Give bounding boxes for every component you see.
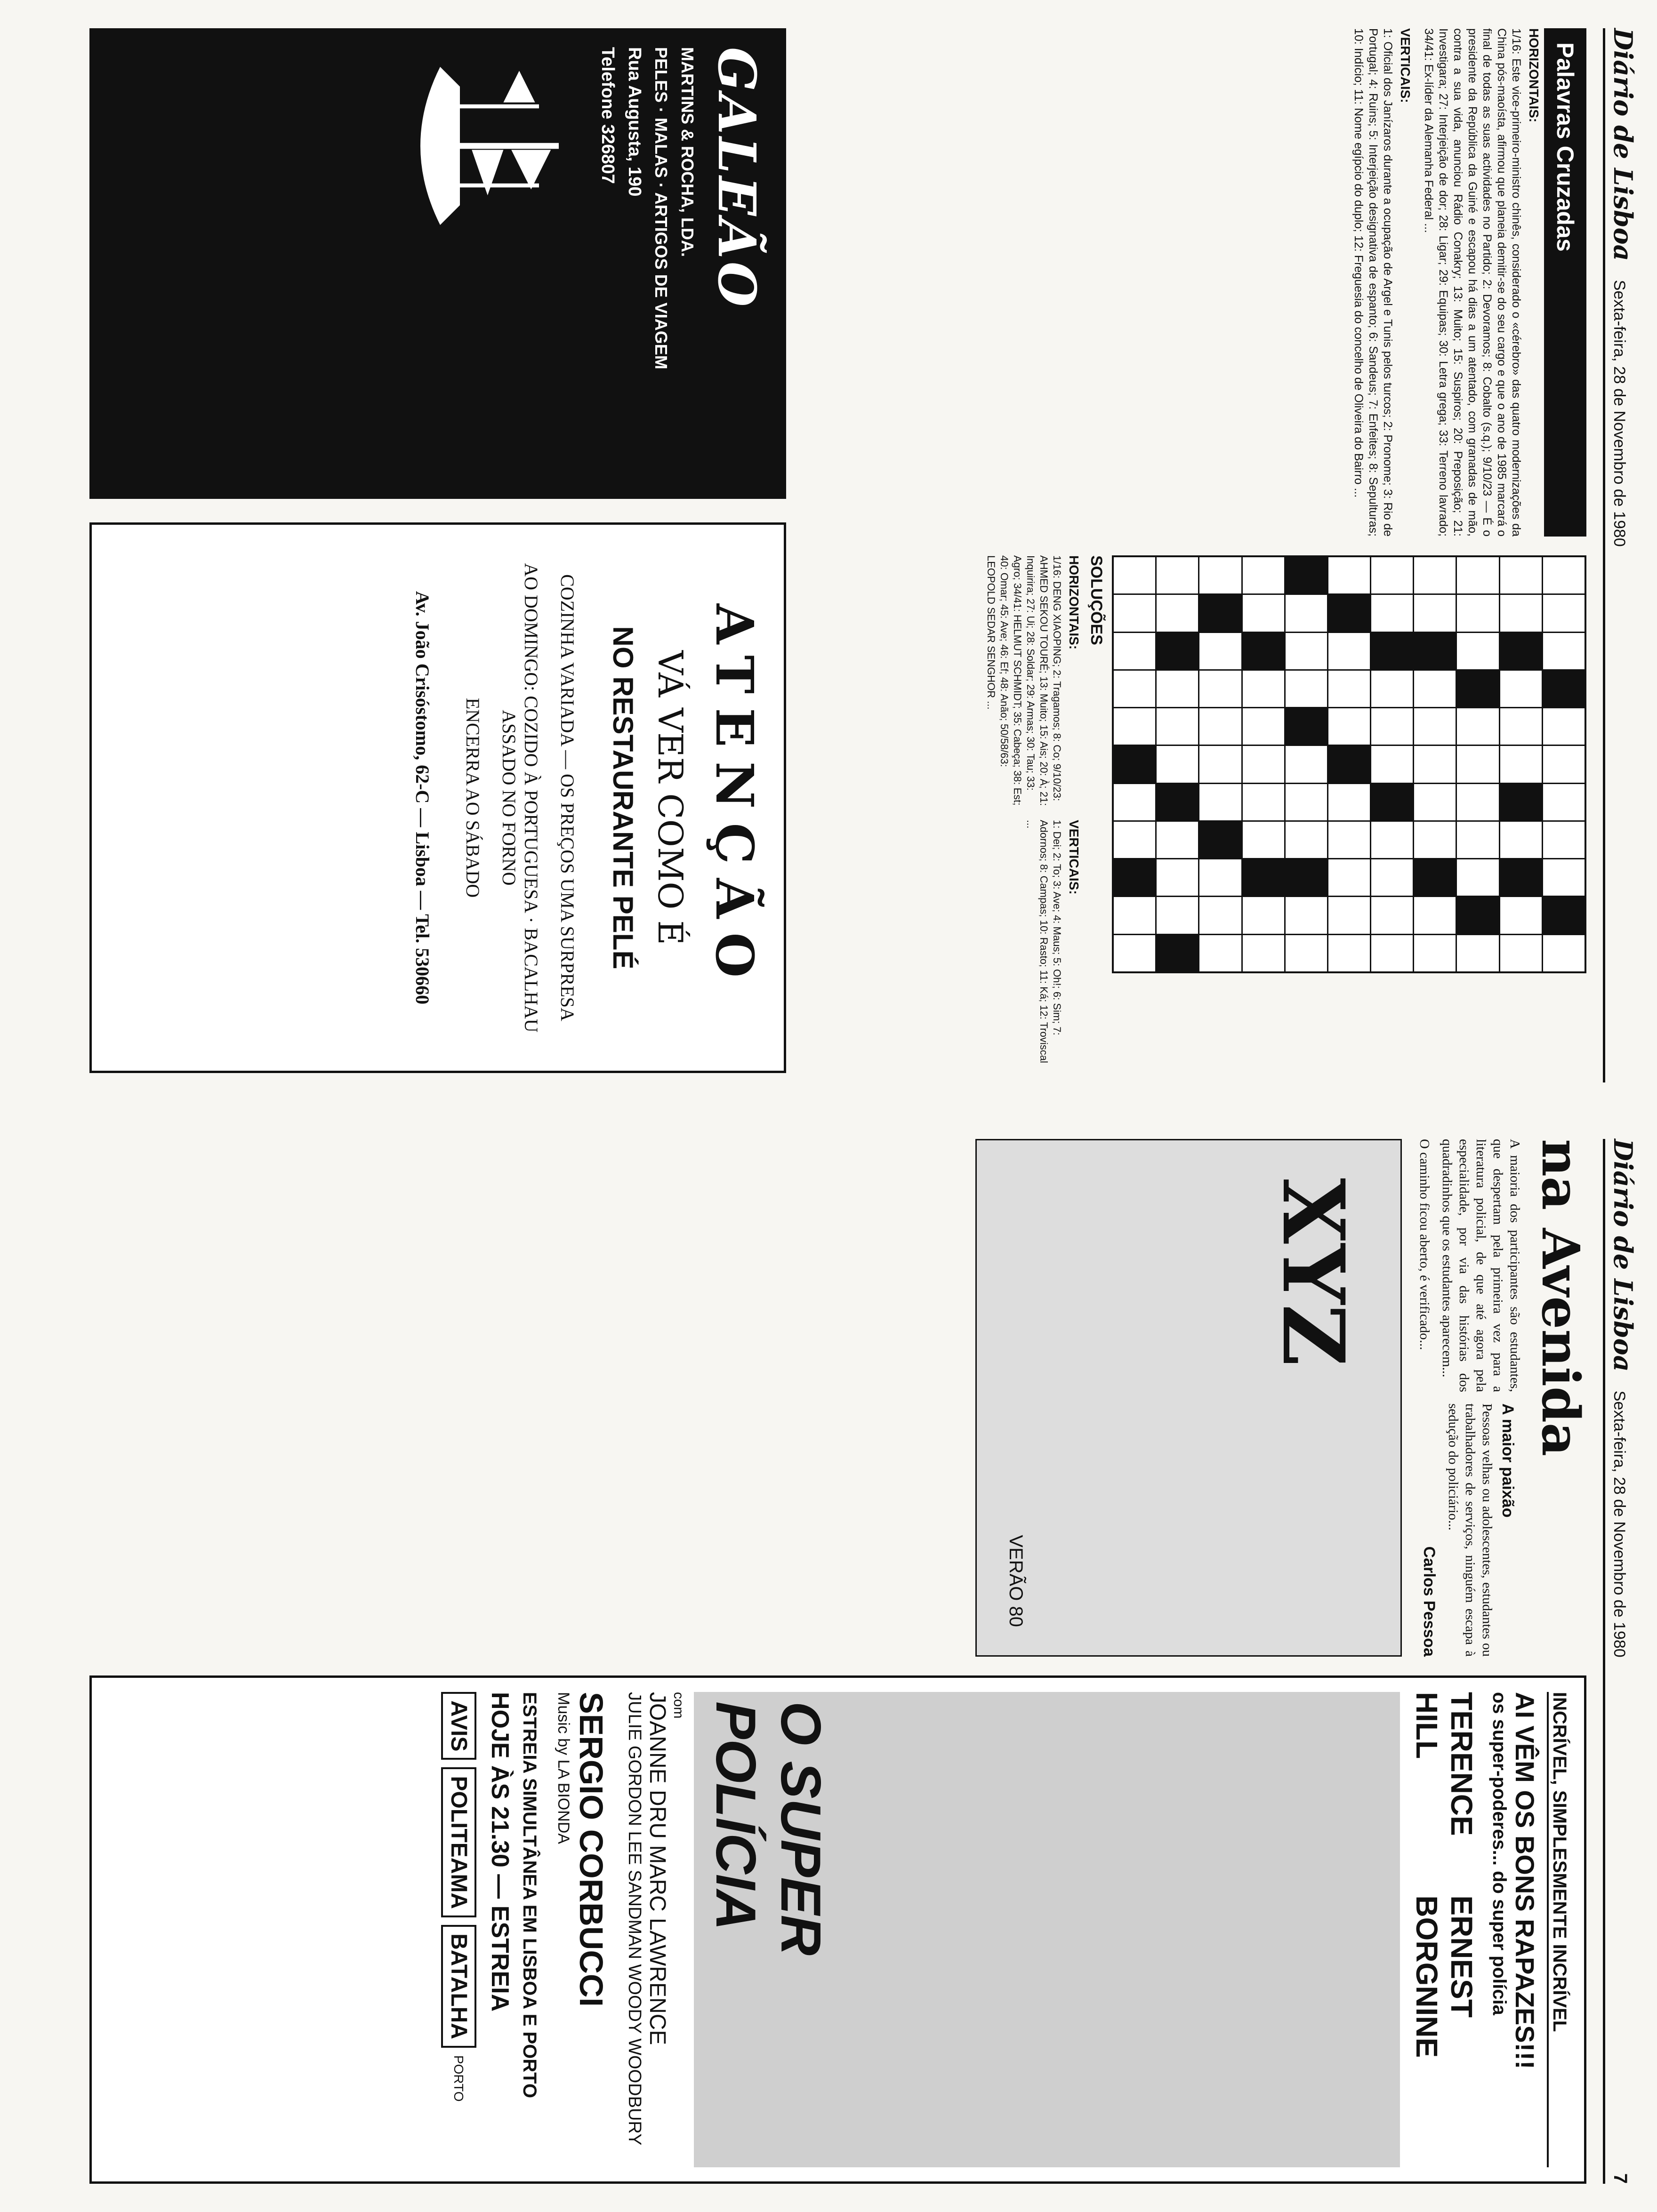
crossword-cell — [1199, 595, 1241, 631]
crossword-cell — [1371, 859, 1413, 896]
crossword-cell — [1371, 671, 1413, 707]
crossword-cell — [1500, 595, 1542, 631]
crossword-cell — [1371, 708, 1413, 745]
crossword-cell — [1157, 784, 1198, 820]
horizontais-text: 1/16: Este vice-primeiro-ministro chinês, considerado o «cérebro» das quatro modernizações da China pós-maoísta, afirmou que planeia demitir-se do seu cargo e que o ano de 1985 marcará o final de todas as suas actividades no Partido; 2: Devoramos; 8: Cobalto (s.q.); 9/10/23 — É o presidente da República da Guiné e escapou há dias a um atentado, com granadas de mão, contra a sua vida, anunciou Rádio Conakry; 13: Muito; 15: Suspiros; 20: Preposição; 21: Investigara; 27: Interjeição de dor; 28: Ligar; 29: Equipas; 30: Letra grega; 33: Terreno lavrado; 34/41: Ex-líder da Alemanha Federal ... — [1422, 28, 1523, 537]
crossword-cell — [1500, 897, 1542, 933]
crossword-clues — [1351, 28, 1586, 537]
pele-line3: COZINHA VARIADA — OS PREÇOS UMA SURPRESA — [557, 574, 578, 1021]
movie-ad — [89, 1675, 1586, 2184]
crossword-cell — [1243, 708, 1284, 745]
article — [975, 1139, 1591, 1657]
crossword-grid — [1112, 555, 1586, 973]
movie-director: SERGIO CORBUCCI — [573, 1692, 610, 2007]
crossword-cell — [1199, 897, 1241, 933]
crossword-cell — [1114, 595, 1155, 631]
crossword-cell — [1114, 708, 1155, 745]
crossword-cell — [1500, 708, 1542, 745]
page-number: 7 — [1610, 2173, 1631, 2184]
crossword-cell — [1199, 708, 1241, 745]
crossword-cell — [1114, 897, 1155, 933]
crossword-cell — [1157, 708, 1198, 745]
crossword-cell — [1286, 671, 1327, 707]
crossword-cell — [1114, 935, 1155, 971]
sol-horizontais-text: 1/16: DENG XIAOPING; 2: Tragamos; 8: Co; 9/10/23: AHMED SEKOU TOURÉ; 13: Muito; 15: Ais; 20: À; 21: Inquirira; 27: Ui; 28: Soldar; 29: Armas; 30: Tau; 33: Agro; 34/41: HELMUT SCHMIDT; 35: Cabeça; 38: Est; 40: Omar; 45: Ave; 46: Ef; 48: Anão; 50/58/63: LEOPOLD SEDAR SENGHOR ... — [985, 555, 1063, 806]
crossword-cell — [1543, 935, 1585, 971]
crossword-cell — [1371, 935, 1413, 971]
article-subhead: A maior paixão — [1499, 1403, 1517, 1518]
crossword-cell — [1157, 557, 1198, 593]
crossword-cell — [1328, 671, 1370, 707]
paper-name-right: Diário de Lisboa — [1608, 1139, 1638, 1372]
crossword-cell — [1500, 633, 1542, 669]
crossword-cell — [1157, 671, 1198, 707]
crossword-cell — [1371, 633, 1413, 669]
crossword-cell — [1243, 633, 1284, 669]
restaurant-pele-ad — [89, 522, 786, 1073]
cinema-batalha-city: PORTO — [451, 2055, 467, 2102]
movie-poster-image — [694, 1692, 1400, 2167]
crossword-cell — [1457, 935, 1498, 971]
article-p3: Pessoas velhas ou adolescentes, estudantes ou trabalhadores de serviços, ninguém escapa à sedução do policiário... — [1446, 1403, 1495, 1657]
crossword-cell — [1500, 557, 1542, 593]
crossword-cell — [1371, 784, 1413, 820]
crossword-cell — [1414, 633, 1456, 669]
cinema-avis: AVIS — [441, 1692, 476, 1760]
crossword-cell — [1414, 595, 1456, 631]
crossword-cell — [1157, 633, 1198, 669]
crossword-cell — [1286, 595, 1327, 631]
crossword-cell — [1286, 708, 1327, 745]
crossword-cell — [1286, 633, 1327, 669]
crossword-cell — [1500, 671, 1542, 707]
issue-date: Sexta-feira, 28 de Novembro de 1980 — [1610, 280, 1628, 547]
crossword-cell — [1371, 557, 1413, 593]
pele-line4: AO DOMINGO: COZIDO À PORTUGUESA · BACALHAU ASSADO NO FORNO — [499, 563, 542, 1033]
crossword-cell — [1243, 557, 1284, 593]
crossword-cell — [1243, 822, 1284, 858]
crossword-cell — [1199, 784, 1241, 820]
issue-date-right: Sexta-feira, 28 de Novembro de 1980 — [1610, 1390, 1628, 1658]
crossword-cell — [1328, 746, 1370, 782]
crossword-cell — [1457, 671, 1498, 707]
crossword-cell — [1328, 822, 1370, 858]
crossword-cell — [1414, 557, 1456, 593]
crossword-cell — [1500, 822, 1542, 858]
crossword-cell — [1414, 859, 1456, 896]
crossword-title: Palavras Cruzadas — [1544, 28, 1586, 537]
crossword-cell — [1114, 671, 1155, 707]
crossword-cell — [1543, 897, 1585, 933]
crossword-cell — [1328, 557, 1370, 593]
crossword-cell — [1114, 633, 1155, 669]
crossword-cell — [1543, 708, 1585, 745]
movie-with: com — [671, 1692, 686, 1719]
crossword-cell — [1457, 859, 1498, 896]
verticais-label: VERTICAIS: — [1398, 28, 1413, 103]
xyz-illustration — [975, 1139, 1402, 1657]
crossword-cell — [1157, 822, 1198, 858]
crossword-cell — [1328, 708, 1370, 745]
crossword-cell — [1328, 633, 1370, 669]
crossword-cell — [1286, 935, 1327, 971]
crossword-cell — [1157, 746, 1198, 782]
movie-line: AI VÊM OS BONS RAPAZES!!! — [1510, 1692, 1540, 2069]
crossword-cell — [1199, 671, 1241, 707]
crossword-cell — [1543, 671, 1585, 707]
movie-title: O SUPER POLÍCIA — [704, 1701, 832, 1956]
crossword-cell — [1543, 822, 1585, 858]
crossword-cell — [1500, 935, 1542, 971]
galleon-ship-icon — [381, 47, 579, 245]
xyz-caption: XYZ — [1263, 1178, 1363, 1366]
crossword-cell — [1243, 897, 1284, 933]
verticais-text: 1: Oficial dos Janízaros durante a ocupação de Argel e Tunis pelos turcos; 2: Pronome; 3: Rio de Portugal; 4: Ruins; 5: Interjeição designativa de espanto; 6: Sandeus; 7: Enfeites; 8: Sepulturas; 10: Indício; 11: Nome egípcio do duplo; 12: Freguesia do concelho de Oliveira do Bairro ... — [1352, 28, 1394, 537]
crossword-cell — [1414, 784, 1456, 820]
crossword-cell — [1114, 784, 1155, 820]
crossword-cell — [1500, 746, 1542, 782]
crossword-cell — [1114, 859, 1155, 896]
crossword-cell — [1199, 859, 1241, 896]
crossword-cell — [1286, 784, 1327, 820]
pele-address: Av. João Crisóstomo, 62-C — Lisboa — Tel. 530660 — [412, 591, 433, 1005]
crossword-cell — [1414, 897, 1456, 933]
crossword-cell — [1371, 897, 1413, 933]
crossword-cell — [1543, 595, 1585, 631]
crossword-cell — [1543, 859, 1585, 896]
pele-headline: ATENÇÃO — [704, 603, 765, 992]
crossword-cell — [1543, 557, 1585, 593]
galeao-products: PELES · MALAS · ARTIGOS DE VIAGEM — [652, 47, 671, 369]
crossword-cell — [1457, 784, 1498, 820]
article-p2: O caminho ficou aberto, é verificado... — [1417, 1139, 1432, 1350]
cinema-batalha: BATALHA — [441, 1925, 476, 2048]
crossword-cell — [1157, 595, 1198, 631]
crossword-cell — [1286, 822, 1327, 858]
crossword-cell — [1371, 595, 1413, 631]
article-author: Carlos Pessoa — [1420, 1546, 1438, 1657]
crossword-cell — [1199, 557, 1241, 593]
galeao-ad — [89, 28, 786, 499]
solutions-title: SOLUÇÕES — [1087, 555, 1105, 645]
sol-verticais-label: VERTICAIS: — [1067, 820, 1081, 895]
sol-horizontais-label: HORIZONTAIS: — [1067, 555, 1081, 650]
crossword-cell — [1243, 595, 1284, 631]
galeao-company: MARTINS & ROCHA, LDA. — [678, 47, 697, 257]
crossword-cell — [1286, 746, 1327, 782]
horizontais-label: HORIZONTAIS: — [1527, 28, 1541, 123]
crossword-grid-area — [984, 555, 1586, 1073]
movie-cast: JOANNE DRU MARC LAWRENCE — [645, 1692, 670, 2045]
crossword-cell — [1199, 633, 1241, 669]
crossword-cell — [1328, 595, 1370, 631]
crossword-cell — [1114, 557, 1155, 593]
crossword-cell — [1457, 595, 1498, 631]
crossword-cell — [1457, 708, 1498, 745]
crossword-cell — [1414, 935, 1456, 971]
crossword-cell — [1543, 784, 1585, 820]
crossword-cell — [1199, 822, 1241, 858]
crossword-cell — [1199, 935, 1241, 971]
crossword-cell — [1157, 935, 1198, 971]
crossword-cell — [1328, 859, 1370, 896]
movie-tag: INCRÍVEL, SIMPLESMENTE INCRÍVEL — [1547, 1692, 1570, 2167]
crossword-cell — [1286, 897, 1327, 933]
crossword-cell — [1371, 822, 1413, 858]
article-headline: na Avenida — [1530, 1139, 1591, 1457]
movie-time: HOJE ÀS 21.30 — ESTREIA — [486, 1692, 514, 2012]
movie-line2: os super-poderes... do super polícia — [1489, 1692, 1510, 2015]
pele-line1: VÁ VER COMO É — [651, 650, 690, 945]
crossword-cell — [1543, 746, 1585, 782]
crossword-cell — [1500, 784, 1542, 820]
crossword-cell — [1243, 859, 1284, 896]
crossword-cell — [1457, 822, 1498, 858]
star-ernest-borgnine: ERNEST BORGNINE — [1410, 1895, 1479, 2058]
pele-name: NO RESTAURANTE PELÉ — [607, 626, 639, 970]
cinema-politeama: POLITEAMA — [441, 1767, 476, 1917]
galeao-name: GALEÃO — [707, 47, 767, 310]
movie-music: Music by LA BIONDA — [555, 1692, 572, 1844]
crossword-cell — [1414, 822, 1456, 858]
crossword-cell — [1414, 746, 1456, 782]
crossword-cell — [1243, 671, 1284, 707]
crossword-cell — [1243, 784, 1284, 820]
crossword-cell — [1457, 557, 1498, 593]
article-p1: A maioria dos participantes são estudantes, que despertam pela primeira vez para a literatura policial, de que até agora pela especialidade, por via das histórias dos quadradinhos que os estudantes aparecem... — [1440, 1139, 1522, 1392]
crossword-cell — [1114, 822, 1155, 858]
crossword-cell — [1157, 897, 1198, 933]
right-masthead — [1603, 1139, 1638, 2184]
pele-line5: ENCERRA AO SÁBADO — [462, 697, 483, 898]
crossword-cell — [1371, 746, 1413, 782]
movie-release: ESTREIA SIMULTÂNEA EM LISBOA E PORTO — [519, 1692, 540, 2099]
crossword-cell — [1328, 784, 1370, 820]
crossword-cell — [1286, 859, 1327, 896]
crossword-cell — [1157, 859, 1198, 896]
crossword-cell — [1457, 897, 1498, 933]
crossword-cell — [1414, 708, 1456, 745]
crossword-cell — [1414, 671, 1456, 707]
movie-cast2: JULIE GORDON LEE SANDMAN WOODY WOODBURY — [625, 1692, 644, 2146]
crossword-cell — [1328, 935, 1370, 971]
crossword-cell — [1543, 633, 1585, 669]
crossword-cell — [1328, 897, 1370, 933]
crossword-cell — [1457, 633, 1498, 669]
crossword-cell — [1114, 746, 1155, 782]
sol-verticais-text: 1: Dei; 2: To; 3: Ave; 4: Maus; 5: Oh!; 6: Sim; 7: Adornos; 8: Campas; 10: Rasto; 11: Ká; 12: Troviscal ... — [1025, 820, 1063, 1063]
star-terence-hill: TERENCE HILL — [1410, 1692, 1479, 1836]
crossword-cell — [1243, 746, 1284, 782]
crossword-cell — [1286, 557, 1327, 593]
left-masthead — [1603, 28, 1638, 1082]
galeao-phone: Telefone 326807 — [598, 47, 618, 184]
crossword-cell — [1243, 935, 1284, 971]
xyz-caption2: VERÃO 80 — [1005, 1535, 1026, 1627]
crossword-cell — [1457, 746, 1498, 782]
crossword-cell — [1199, 746, 1241, 782]
crossword-cell — [1500, 859, 1542, 896]
galeao-address: Rua Augusta, 190 — [625, 47, 644, 197]
paper-name: Diário de Lisboa — [1608, 28, 1638, 261]
